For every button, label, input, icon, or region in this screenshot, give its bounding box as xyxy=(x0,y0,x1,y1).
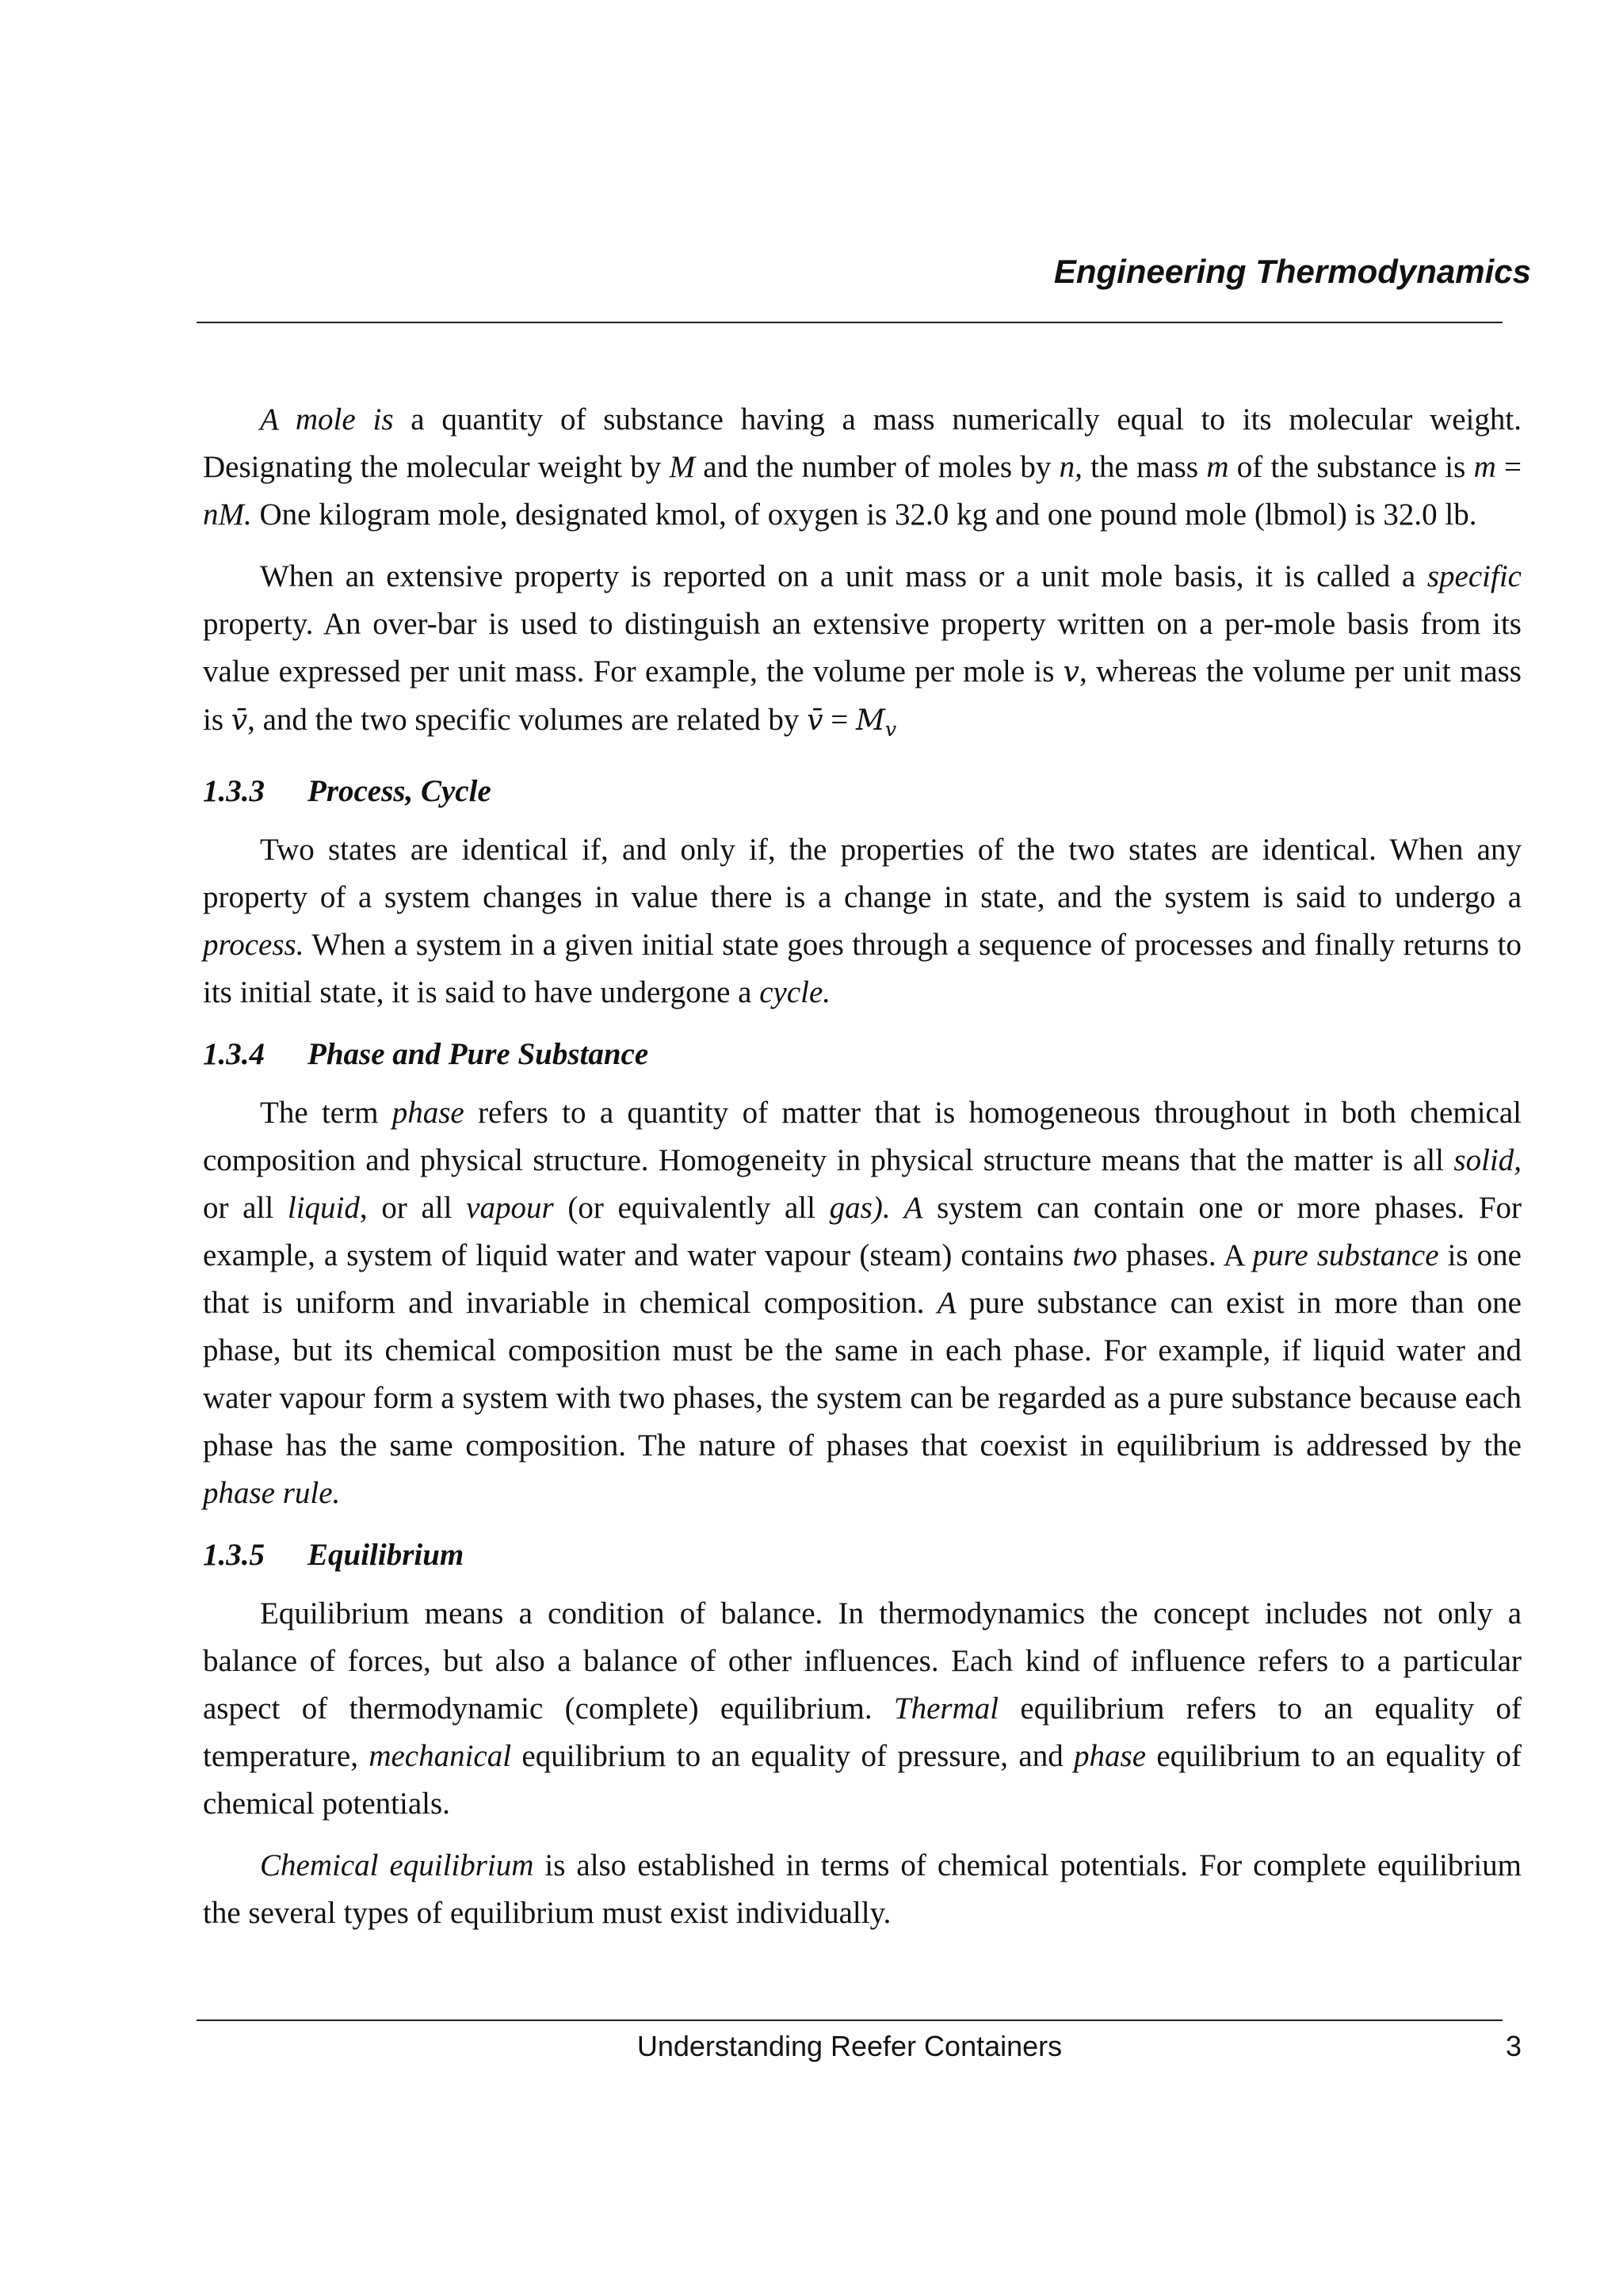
term-specific: specific xyxy=(1426,559,1522,593)
symbol-v: v xyxy=(1063,656,1079,688)
term-phase: phase xyxy=(391,1096,464,1131)
section-title: Phase and Pure Substance xyxy=(307,1037,649,1072)
term-two: two xyxy=(1072,1238,1117,1273)
text: of the substance is xyxy=(1228,450,1474,484)
paragraph-phase xyxy=(203,1089,1522,1517)
equation-nM: nM. xyxy=(203,498,252,532)
symbol-M-v xyxy=(856,704,897,742)
section-title: Equilibrium xyxy=(307,1538,464,1573)
symbol-n: n, xyxy=(1059,450,1083,484)
term-liquid: liquid xyxy=(287,1191,360,1226)
symbol-M: M xyxy=(669,450,696,484)
section-heading-process-cycle xyxy=(203,768,1522,815)
header-divider xyxy=(197,322,1503,323)
text: is also established in terms of chemical potentials. For complete equilibrium the several types of equilibrium must exist individually. xyxy=(203,1848,1522,1931)
symbol-m: m xyxy=(1206,450,1229,484)
text: equilibrium refers to an equality of temperature, xyxy=(203,1691,1522,1774)
term-a: A xyxy=(937,1286,957,1321)
symbol-v-bar: v̄ xyxy=(807,704,823,737)
text: When an extensive property is reported on a unit mass or a unit mole basis, it is called a xyxy=(260,559,1427,593)
term-gas: gas). A xyxy=(829,1191,923,1226)
running-header-title: Engineering Thermodynamics xyxy=(1053,253,1531,290)
term-phase-rule: phase rule. xyxy=(203,1476,341,1511)
equation-equals: = xyxy=(1495,450,1522,484)
paragraph-mole xyxy=(203,396,1522,539)
text: , or all xyxy=(359,1191,467,1226)
text: Equilibrium means a condition of balance. In thermodynamics the concept includes not only a balance of forces, but also a balance of other influences. Each kind of influence refers to a particular aspect of thermodynamic (complete) equilibrium. xyxy=(203,1596,1522,1726)
text: equilibrium to an equality of chemical potentials. xyxy=(203,1739,1522,1821)
text: and the number of moles by xyxy=(695,450,1060,484)
section-heading-phase xyxy=(203,1031,1522,1078)
text: phases. A xyxy=(1117,1238,1253,1273)
term-phase: phase xyxy=(1074,1739,1147,1774)
text: equilibrium to an equality of pressure, and xyxy=(511,1739,1075,1774)
subscript-v: v xyxy=(884,718,897,742)
text: pure substance can exist in more than one phase, but its chemical composition must be the same in each phase. For example, if liquid water and water vapour form a system with two phases, the system can be regarded as a pure substance because each phase has the same composition. The nature of phases that coexist in equilibrium is addressed by the xyxy=(203,1286,1522,1463)
paragraph-chemical-equilibrium xyxy=(203,1842,1522,1937)
text: the mass xyxy=(1082,450,1207,484)
text: , whereas the volume per unit mass is xyxy=(203,654,1522,737)
symbol-v-bar: v̄ xyxy=(231,704,248,737)
paragraph-equilibrium xyxy=(203,1590,1522,1828)
page-body xyxy=(203,396,1522,1951)
page-number: 3 xyxy=(1505,2030,1522,2062)
text: refers to a quantity of matter that is homogeneous throughout in both chemical composition and physical structure. Homogeneity in physical structure means that the matter is all xyxy=(203,1096,1522,1178)
section-number: 1.3.5 xyxy=(203,1538,265,1573)
term-process: process. xyxy=(203,928,304,963)
footer-divider xyxy=(197,2019,1503,2021)
term-thermal: Thermal xyxy=(893,1691,999,1726)
text: When a system in a given initial state goes through a sequence of processes and finally returns to its initial state, it is said to have undergone a xyxy=(203,928,1522,1010)
section-number: 1.3.4 xyxy=(203,1037,265,1072)
term-cycle: cycle. xyxy=(759,975,831,1010)
term-solid: solid, xyxy=(1453,1143,1522,1178)
term-mole: A mole is xyxy=(260,402,394,437)
paragraph-process-cycle xyxy=(203,826,1522,1016)
term-mechanical: mechanical xyxy=(369,1739,512,1774)
text: , and the two specific volumes are related by xyxy=(247,703,808,737)
text: a quantity of substance having a mass numerically equal to its molecular weight. Designating the molecular weight by xyxy=(203,402,1522,484)
section-number: 1.3.3 xyxy=(203,774,265,809)
text: is one that is uniform and invariable in chemical composition. xyxy=(203,1238,1522,1321)
text: The term xyxy=(260,1096,392,1131)
text: (or equivalently all xyxy=(553,1191,830,1226)
term-chemical-equilibrium: Chemical equilibrium xyxy=(260,1848,534,1883)
text: or all xyxy=(203,1191,288,1226)
text: One kilogram mole, designated kmol, of oxygen is 32.0 kg and one pound mole (lbmol) is 32.0 lb. xyxy=(251,498,1477,532)
symbol-M: M xyxy=(856,704,885,737)
text: Two states are identical if, and only if, the properties of the two states are identical. When any property of a system changes in value there is a change in state, and the system is said to undergo a xyxy=(203,833,1522,915)
footer-book-title: Understanding Reefer Containers xyxy=(636,2030,1063,2062)
text: system can contain one or more phases. For example, a system of liquid water and water vapour (steam) contains xyxy=(203,1191,1522,1273)
term-vapour: vapour xyxy=(466,1191,554,1226)
section-title: Process, Cycle xyxy=(307,774,491,809)
paragraph-specific-property xyxy=(203,553,1522,753)
term-pure-substance: pure substance xyxy=(1252,1238,1439,1273)
section-heading-equilibrium xyxy=(203,1531,1522,1579)
equation-equals: = xyxy=(823,703,857,737)
text: property. An over-bar is used to distinguish an extensive property written on a per-mole basis from its value expressed per unit mass. For example, the volume per mole is xyxy=(203,607,1522,688)
equation-m: m xyxy=(1473,450,1496,484)
